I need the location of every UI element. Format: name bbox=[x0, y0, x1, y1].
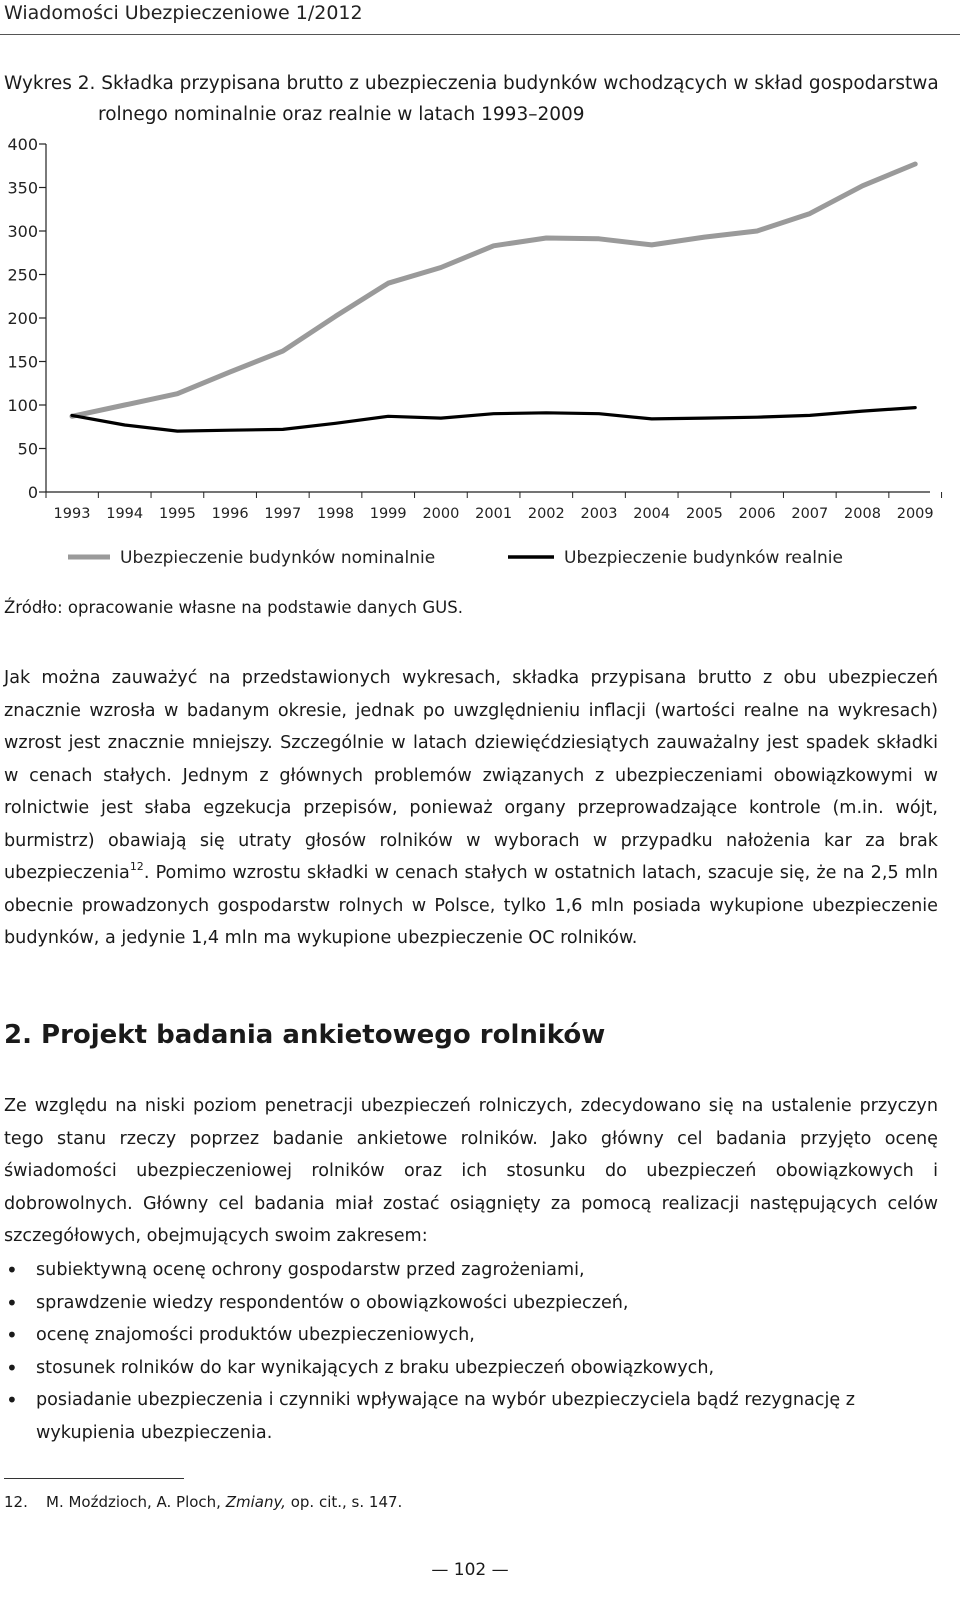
legend-label: Ubezpieczenie budynków realnie bbox=[564, 548, 843, 568]
figure-title-line2: rolnego nominalnie oraz realnie w latach 1993–2009 bbox=[98, 104, 585, 125]
x-tick-label: 2005 bbox=[685, 506, 723, 522]
x-tick-label: 1993 bbox=[53, 506, 91, 522]
figure-title-line1: Składka przypisana brutto z ubezpieczenia budynków wchodzących w skład gospodarstwa bbox=[101, 73, 939, 94]
y-tick-label: 0 bbox=[27, 483, 38, 502]
x-tick-label: 2007 bbox=[791, 506, 829, 522]
x-tick-label: 1995 bbox=[158, 506, 196, 522]
paragraph-1-continuation: . Pomimo wzrostu składki w cenach stałych w ostatnich latach, szacuje się, że na 2,5 mln obecnie prowadzonych gospodarstw rolnych w Polsce, tylko 1,6 mln posiada wykupione ubezpieczenie budynków, a jedynie 1,4 mln ma wykupione ubezpieczenie OC rolników. bbox=[4, 863, 938, 948]
x-tick-label: 2002 bbox=[527, 506, 565, 522]
list-item: • ocenę znajomości produktów ubezpieczeniowych, bbox=[4, 1319, 938, 1352]
paragraph-1-text: Jak można zauważyć na przedstawionych wykresach, składka przypisana brutto z obu ubezpieczeń znacznie wzrosła w badanym okresie, jednak po uwzględnieniu inflacji (wartości realne na wykresach) wzrost jest znacznie mniejszy. Szczególnie w latach dziewięćdziesiątych zauważalny jest spadek składki w cenach stałych. Jednym z głównych problemów związanych z ubezpieczeniami obowiązkowymi w rolnictwie jest słaba egzekucja przepisów, ponieważ organy przeprowadzające kontrole (m.in. wójt, burmistrz) obawiają się utraty głosów rolników w wyborach w przypadku nałożenia kar za brak ubezpieczenia bbox=[4, 668, 938, 883]
series-lines bbox=[72, 164, 915, 431]
x-tick-label: 1997 bbox=[264, 506, 302, 522]
y-tick-label: 300 bbox=[7, 222, 38, 241]
x-tick-label: 1999 bbox=[369, 506, 407, 522]
page-number: — 102 — bbox=[431, 1560, 509, 1580]
x-axis bbox=[46, 492, 942, 522]
footnote-reference: 12 bbox=[129, 860, 144, 873]
list-item: • subiektywną ocenę ochrony gospodarstw przed zagrożeniami, bbox=[4, 1254, 938, 1287]
paragraph-2: Ze względu na niski poziom penetracji ubezpieczeń rolniczych, zdecydowano się na ustalenie przyczyn tego stanu rzeczy poprzez badanie ankietowe rolników. Jako główny cel badania przyjęto ocenę świadomości ubezpieczeniowej rolników oraz ich stosunku do ubezpieczeń obowiązkowych i dobrowolnych. Główny cel badania miał zostać osiągnięty za pomocą realizacji następujących celów szczegółowych, obejmujących swoim zakresem: bbox=[4, 1096, 938, 1246]
y-tick-label: 250 bbox=[7, 265, 38, 285]
x-tick-label: 2001 bbox=[475, 506, 513, 522]
footnote-text-end: op. cit., s. 147. bbox=[285, 1493, 403, 1511]
paragraph-1 bbox=[4, 662, 938, 955]
y-tick-label: 50 bbox=[17, 439, 38, 459]
x-tick-label: 2003 bbox=[580, 506, 618, 522]
y-tick-label: 100 bbox=[7, 396, 38, 415]
legend bbox=[68, 548, 843, 568]
series-line-nominal bbox=[72, 164, 915, 416]
x-tick-label: 1996 bbox=[211, 506, 249, 522]
x-tick-label: 2009 bbox=[896, 506, 934, 522]
y-tick-label: 400 bbox=[7, 135, 38, 154]
x-tick-label: 2000 bbox=[422, 506, 460, 522]
y-tick-label: 150 bbox=[7, 352, 38, 372]
figure-label: Wykres 2. bbox=[4, 73, 96, 94]
footnote bbox=[4, 1493, 402, 1511]
y-tick-label: 200 bbox=[7, 309, 38, 328]
y-axis bbox=[7, 135, 46, 502]
footnote-rule bbox=[4, 1478, 184, 1479]
source-note: Źródło: opracowanie własne na podstawie danych GUS. bbox=[4, 598, 463, 617]
list-item: • sprawdzenie wiedzy respondentów o obowiązkowości ubezpieczeń, bbox=[4, 1287, 938, 1320]
footnote-number: 12. bbox=[4, 1493, 28, 1511]
footnote-text: M. Moździoch, A. Ploch, bbox=[46, 1493, 226, 1511]
section-heading: 2. Projekt badania ankietowego rolników bbox=[4, 1020, 606, 1050]
x-tick-label: 2004 bbox=[633, 506, 671, 522]
line-chart bbox=[0, 130, 960, 600]
series-line-real bbox=[72, 408, 915, 432]
x-tick-label: 2006 bbox=[738, 506, 776, 522]
objectives-list bbox=[4, 1254, 938, 1449]
footnote-italic-title: Zmiany, bbox=[225, 1493, 286, 1511]
x-tick-label: 1994 bbox=[106, 506, 144, 522]
y-tick-label: 350 bbox=[7, 178, 38, 198]
x-tick-label: 2008 bbox=[844, 506, 881, 522]
legend-label: Ubezpieczenie budynków nominalnie bbox=[120, 548, 436, 568]
x-tick-label: 1998 bbox=[317, 506, 354, 522]
list-item: • posiadanie ubezpieczenia i czynniki wpływające na wybór ubezpieczyciela bądź rezygnację z wykupienia ubezpieczenia. bbox=[4, 1384, 938, 1449]
header-rule bbox=[0, 34, 960, 35]
list-item: • stosunek rolników do kar wynikających z braku ubezpieczeń obowiązkowych, bbox=[4, 1352, 938, 1385]
figure-caption bbox=[4, 68, 944, 130]
running-header: Wiadomości Ubezpieczeniowe 1/2012 bbox=[4, 2, 363, 24]
